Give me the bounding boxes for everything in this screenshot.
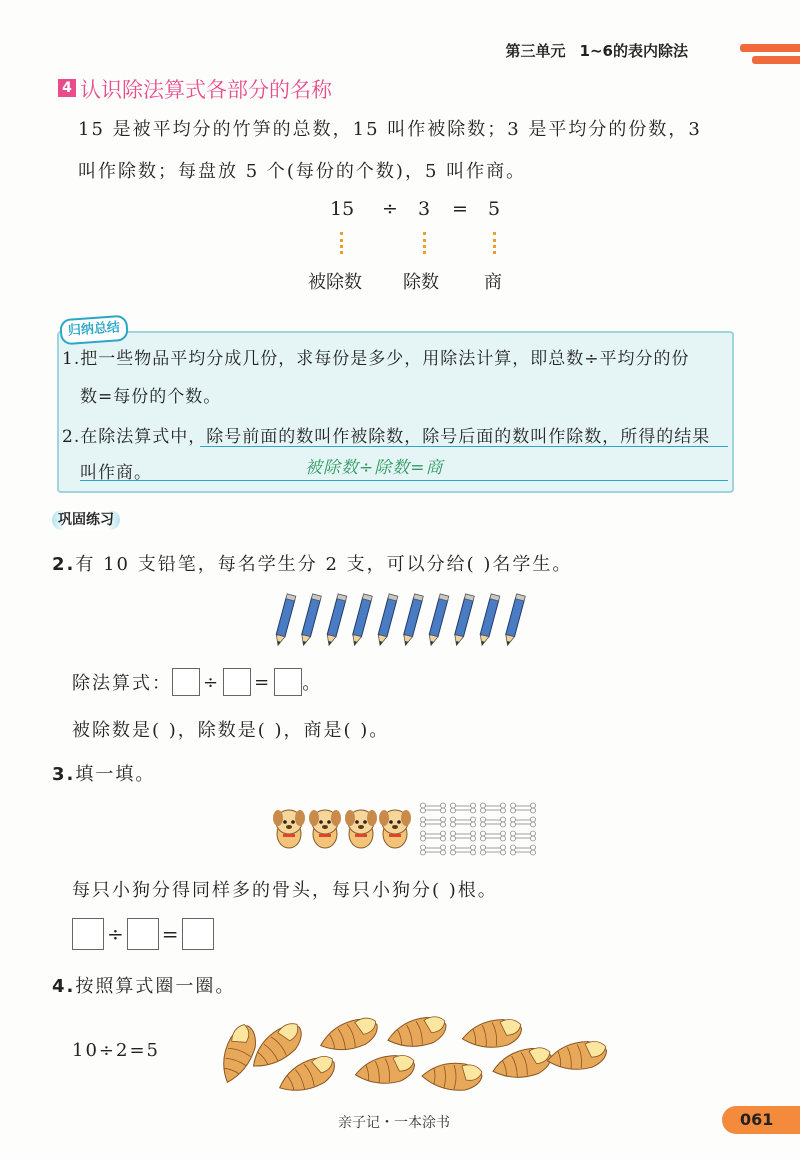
question-text: 有 10 支铅笔，每名学生分 2 支，可以分给( )名学生。 [75,554,573,575]
bone-icon [511,845,536,855]
bamboo-shoot-icon [385,1012,450,1054]
dotted-connector [340,232,347,254]
question-text: 按照算式圈一圈。 [75,976,236,997]
label-dividend: 被除数 [308,272,362,293]
answer-box[interactable] [223,668,251,696]
practice-tag: 巩固练习 [52,510,120,530]
pencil-icon [350,594,372,647]
dog-icon [273,810,305,848]
bone-icon [511,817,536,827]
question-4 [52,972,235,998]
bamboo-shoot-icon [316,1013,382,1059]
equals-sign: = [254,671,272,693]
handwritten-note: 被除数÷除数=商 [305,458,444,478]
summary-line-2b: 叫作商。 [80,463,152,483]
bone-icon [451,817,476,827]
formula-label: 除法算式： [72,673,172,694]
footer-text: 亲子记・一本涂书 [338,1115,450,1131]
bone-icon [481,817,506,827]
bamboo-shoot-icon [353,1052,417,1089]
dotted-connector [423,232,430,254]
q3-formula-row [72,918,214,950]
bone-icon [481,845,506,855]
header-decoration [740,44,800,52]
bone-icon [451,831,476,841]
underline [80,480,728,481]
equals-sign: = [161,922,179,946]
answer-box[interactable] [274,668,302,696]
pencils-illustration [270,592,535,650]
bamboo-shoot-icon [422,1063,482,1090]
equation-divisor: 3 [418,198,431,220]
pencil-icon [427,594,449,647]
label-quotient: 商 [484,272,502,293]
section-number-badge: 4 [58,79,76,97]
bone-icon [511,831,536,841]
equation-equals: = [452,198,468,220]
equation-quotient: 5 [488,198,501,220]
q2-fill-line[interactable]: 被除数是( )，除数是( )，商是( )。 [72,720,390,741]
dog-icon [309,810,341,848]
unit-label: 第三单元 [505,42,566,60]
question-2 [52,550,572,576]
summary-tag: 归纳总结 [59,315,129,346]
dog-icon [379,810,411,848]
period: 。 [302,673,323,694]
question-3 [52,760,155,786]
q4-formula: 10÷2=5 [72,1040,160,1061]
bone-icon [451,803,476,813]
q2-formula-row [72,668,322,696]
bamboo-shoots-illustration[interactable] [205,1010,615,1095]
bone-icon [481,803,506,813]
topic-label: 1~6的表内除法 [579,42,688,60]
question-text: 填一填。 [75,764,156,785]
question-number: 3. [52,764,76,785]
dotted-connector [493,232,500,254]
summary-line-1a: 1.把一些物品平均分成几份，求每份是多少，用除法计算，即总数÷平均分的份 [62,349,690,369]
div-sign: ÷ [203,671,221,693]
pencil-icon [376,594,398,647]
summary-line-2a: 2.在除法算式中，除号前面的数叫作被除数，除号后面的数叫作除数，所得的结果 [62,427,711,447]
div-sign: ÷ [107,922,124,946]
pencil-icon [452,594,474,647]
header-decoration [752,56,800,64]
bone-icon [511,803,536,813]
answer-box[interactable] [182,918,214,950]
header-title [506,40,688,61]
bone-icon [481,831,506,841]
bamboo-shoot-icon [490,1043,555,1085]
pencil-icon [478,594,500,647]
answer-box[interactable] [72,918,104,950]
label-divisor: 除数 [403,272,439,293]
explanation-line-2: 叫作除数；每盘放 5 个(每份的个数)，5 叫作商。 [78,161,527,182]
equation-dividend: 15 [330,198,355,220]
dogs-and-bones-illustration [272,800,537,860]
equation-div-sign: ÷ [382,198,398,220]
q3-fill-line[interactable]: 每只小狗分得同样多的骨头，每只小狗分( )根。 [72,880,498,901]
pencil-icon [274,594,296,647]
pencil-icon [299,594,321,647]
explanation-line-1: 15 是被平均分的竹笋的总数，15 叫作被除数；3 是平均分的份数，3 [78,119,702,140]
answer-box[interactable] [127,918,159,950]
bone-icon [421,831,446,841]
answer-box[interactable] [172,668,200,696]
dog-icon [345,810,377,848]
bone-icon [451,845,476,855]
summary-line-1b: 数=每份的个数。 [80,387,222,407]
bone-icon [421,845,446,855]
question-number: 2. [52,554,76,575]
bamboo-shoot-icon [545,1038,609,1075]
bone-icon [421,803,446,813]
underline [200,446,728,447]
page-number: 061 [722,1106,800,1134]
pencil-icon [401,594,423,647]
pencil-icon [325,594,347,647]
pencil-icon [503,594,525,647]
question-number: 4. [52,976,76,997]
bone-icon [421,817,446,827]
bamboo-shoot-icon [215,1022,261,1088]
bamboo-shoot-icon [460,1016,524,1053]
section-title: 认识除法算式各部分的名称 [80,78,332,102]
